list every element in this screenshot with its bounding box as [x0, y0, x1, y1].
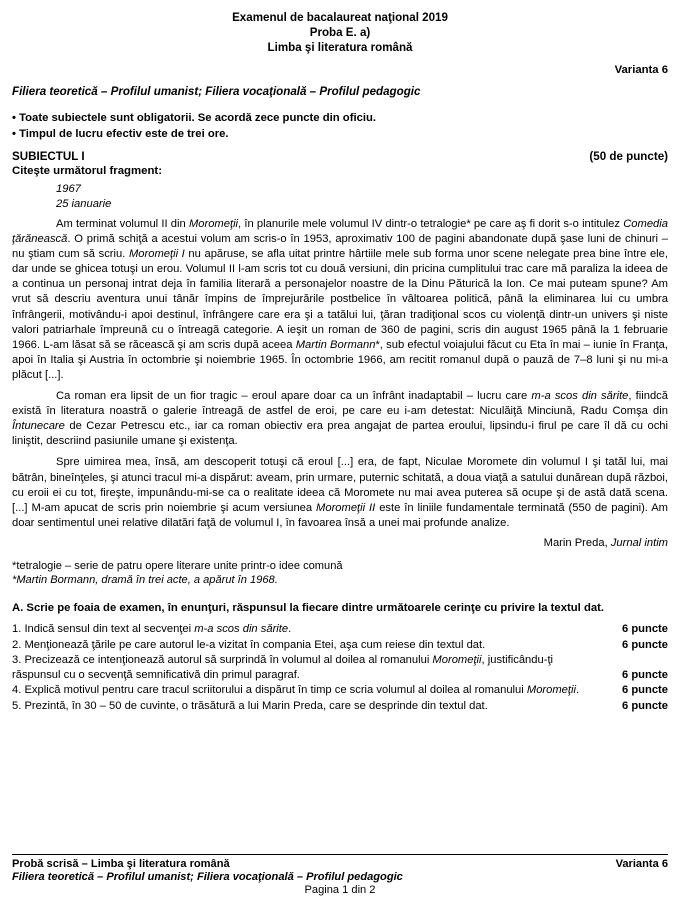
footer-divider [12, 854, 668, 855]
signature-work: Jurnal intim [610, 536, 668, 549]
excerpt-paragraph-2: Ca roman era lipsit de un fior tragic – eroul apare doar ca un înfrânt inadaptabil – lucru care m-a scos din sărite, fiindcă există în literatura noastră o galerie întreagă de astfel de eroi, pe care eu i-am detestat: Niculăiţă Minciună, Radu Comşa din Întunecare de Cezar Petrescu etc., iar ca roman obiectiv era prea angajat de partea eroului, lipsindu-i firul pe care îl dă cu ochi liniştit, descriind pasiunile umane şi existenţa. [12, 390, 668, 448]
task-item-body: Explică motivul pentru care tracul scriitorului a dispărut în timp ce scria volumul al doilea al romanului Moromeţii. [24, 684, 580, 697]
read-instruction: Citeşte următorul fragment: [12, 165, 162, 177]
task-item-body: Indică sensul din text al secvenţei m-a scos din sărite. [24, 623, 292, 636]
footnote-2: *Martin Bormann, dramă în trei acte, a apărut în 1968. [12, 574, 278, 587]
task-item-number: 5. [12, 699, 22, 712]
task-item-points: 6 puncte [621, 669, 668, 682]
task-item [12, 699, 668, 714]
document-header [12, 10, 668, 55]
task-a-heading: A. Scrie pe foaia de examen, în enunţuri, răspunsul la fiecare dintre următoarele cerinţe cu privire la textul dat. [12, 602, 605, 615]
task-item-body: Precizează ce intenţionează autorul să surprindă în volumul al doilea al romanului Moromeţii, justificându-ţi răspunsul cu o secvenţă semnificativă din primul paragraf. [12, 653, 554, 682]
task-item [12, 638, 668, 653]
exam-title-line-1: Examenul de bacalaureat naţional 2019 [232, 11, 448, 24]
excerpt-date-day: 25 ianuarie [56, 197, 112, 210]
page-footer [12, 854, 668, 896]
exam-title-line-3: Limba şi literatura română [267, 41, 413, 54]
variant-label: Varianta 6 [614, 64, 668, 76]
excerpt-signature: Marin Preda, Jurnal intim [543, 536, 668, 549]
task-item-body: Prezintă, în 30 – 50 de cuvinte, o trăsătură a lui Marin Preda, care se desprinde din textul dat. [24, 699, 488, 712]
instruction-bullet-2: • Timpul de lucru efectiv este de trei ore. [12, 127, 229, 140]
exam-title-line-2: Proba E. a) [309, 26, 371, 39]
task-item-text [12, 653, 602, 684]
excerpt-paragraph-1: Am terminat volumul II din Moromeţii, în planurile mele volumul IV dintr-o tetralogie* pe care aş fi dorit s-o intitulez Comedia ţărănească. O primă schiţă a acestui volum am scris-o în 1953, aproximativ 100 de pagini abandonate după şase luni de chinuri – nu ştiam cum să scriu. Moromeţii I nu apăruse, se afla uitat printre hârtiile mele sub forma unor scene nelegate prea bine între ele, dar unde se ghicea totuşi un erou. Volumul II l-am scris tot cu două versiuni, din pricina cumplitului trac care mă paraliza la ideea de a continua un personaj intrat deja în familia literară a personajelor noastre de la Dinu Păturică la Ion. Ce mai puteam spune? Am vrut să descriu aventura unui tânăr împins de împrejurările postbelice în vâltoarea politică, până la eliminarea lui cu umbra înfrângerii, motivându-i apoi destinul, înfrângere care era şi a tatălui lui, ţăran tradiţional scos cu violenţă dintr-un univers şi niste valori patriarhale împreună cu o întreagă categorie. A ieşit un roman de 360 de pagini, scris din august 1965 până la 1 februarie 1966. L-am lăsat să se răcească şi am scris după aceea Martin Bormann*, sub efectul voiajului făcut cu Eta în mai – iunie în Franţa, apoi în Italia şi Austria în octombrie şi noiembrie 1965. În octombrie 1966, am recitit romanul după o pauză de 7–8 luni şi nu mi-a plăcut [...]. [12, 218, 668, 381]
subject-label: SUBIECTUL I [12, 150, 85, 163]
task-item-body: Menţionează ţările pe care autorul le-a vizitat în compania Etei, aşa cum reiese din textul dat. [24, 638, 486, 651]
footer-page-number: Pagina 1 din 2 [304, 884, 376, 896]
task-item [12, 653, 668, 684]
task-item-points: 6 puncte [621, 699, 668, 712]
excerpt-date [56, 182, 668, 211]
task-item-number: 4. [12, 684, 22, 697]
task-item-points: 6 puncte [621, 684, 668, 697]
footnote-1: *tetralogie – serie de patru opere literare unite printr-o idee comună [12, 559, 343, 572]
footnotes-block [12, 559, 668, 588]
footer-left-label: Probă scrisă – Limba şi literatura română [12, 858, 230, 870]
instructions-block [12, 111, 668, 142]
filiera-line: Filiera teoretică – Profilul umanist; Filiera vocaţională – Profilul pedagogic [12, 85, 421, 98]
task-a-items [12, 622, 668, 714]
task-item-points: 6 puncte [621, 638, 668, 651]
task-item [12, 683, 668, 698]
signature-author: Marin Preda [543, 536, 605, 549]
task-item-text [12, 683, 602, 698]
subject-points: (50 de puncte) [589, 150, 668, 163]
task-item-text [12, 622, 602, 637]
excerpt-date-year: 1967 [56, 183, 81, 195]
footer-filiera-label: Filiera teoretică – Profilul umanist; Filiera vocaţională – Profilul pedagogic [12, 871, 403, 883]
task-item-number: 1. [12, 623, 22, 636]
task-item-text [12, 699, 602, 714]
task-item-points: 6 puncte [621, 623, 668, 636]
subject-heading-row [12, 150, 668, 163]
task-item [12, 622, 668, 637]
task-item-text [12, 638, 602, 653]
instruction-bullet-1: • Toate subiectele sunt obligatorii. Se acordă zece puncte din oficiu. [12, 112, 377, 124]
footer-variant-label: Varianta 6 [615, 858, 668, 870]
task-item-number: 3. [12, 653, 22, 666]
excerpt-paragraph-3: Spre uimirea mea, însă, am descoperit totuşi că eroul [...] era, de fapt, Niculae Moromete din volumul I şi tatăl lui, mai bătrân, bineînţeles, şi atunci tracul mi-a dispărut: aveam, prin urmare, puternic schitată, a doua viaţă a satului dunărean după război, cu eroii ei cu tot, fireşte, impunându-mi-se ca o realitate ideea că Moromete nu mai avea puterea să ocupe şi de astă dată scena. [...] M-am apucat de scris prin noiembrie şi acum versiunea Moromeţii II este în liniile fundamentale terminată (550 de pagini). Am doar sentimentul unei relative dilatări faţă de volumul I, în favoarea însă a unei mai profunde analize. [12, 456, 668, 529]
task-item-number: 2. [12, 638, 22, 651]
